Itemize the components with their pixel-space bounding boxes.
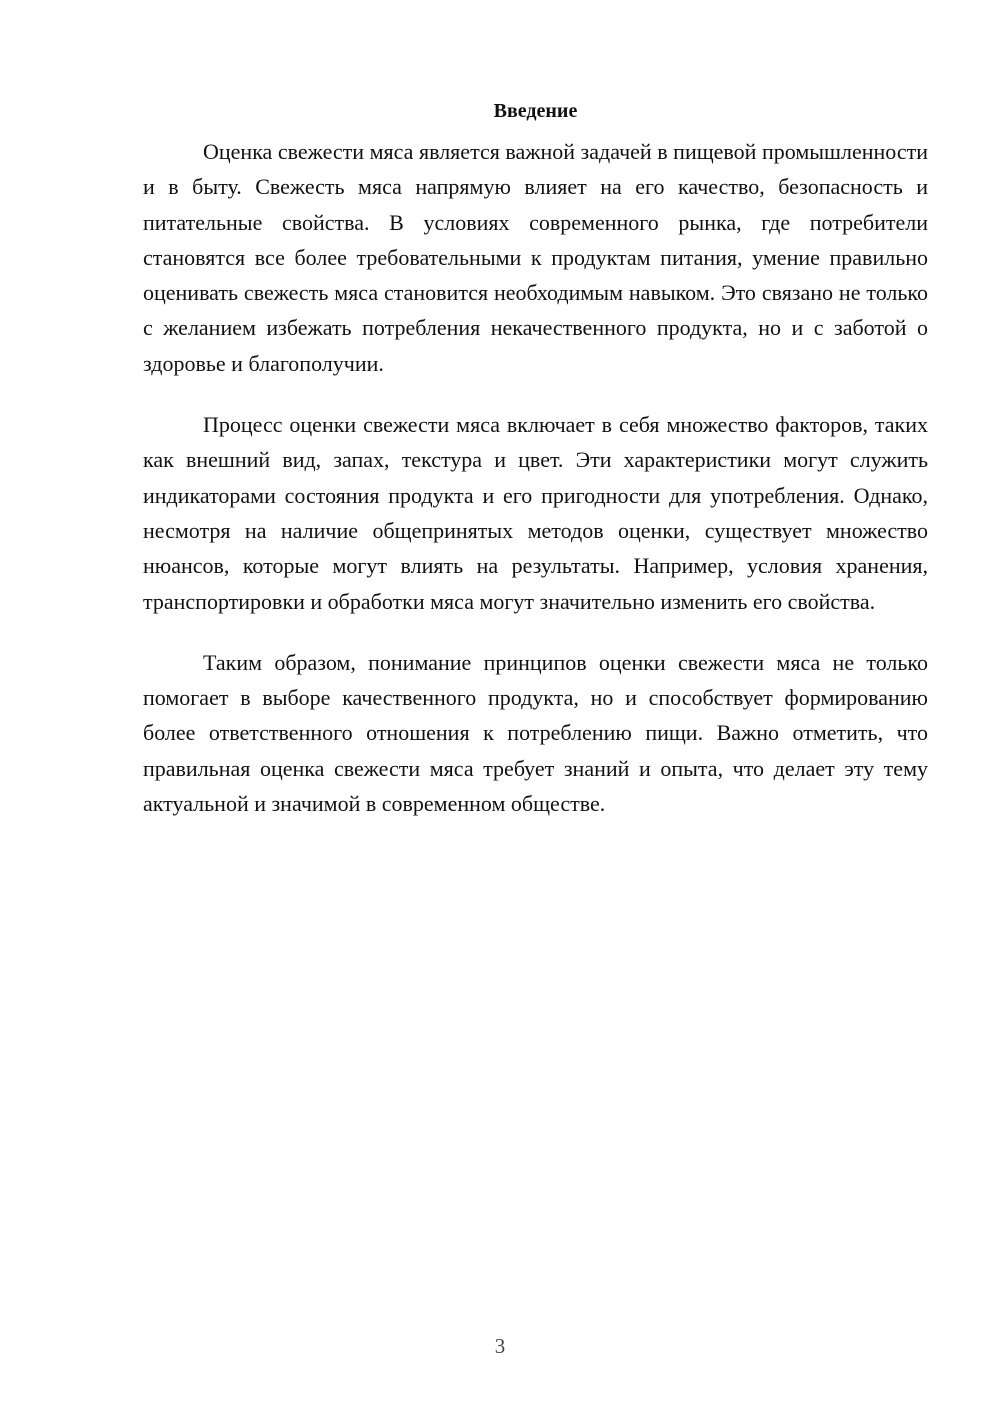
page-number: 3 [494, 1334, 506, 1358]
paragraph-2: Процесс оценки свежести мяса включает в себя множество факторов, таких как внешний вид, запах, текстура и цвет. Эти характеристики могут служить индикаторами состояния продукта и его пригодности для употребления. Однако, несмотря на наличие общепринятых методов оценки, существует множество нюансов, которые могут влиять на результаты. Например, условия хранения, транспортировки и обработки мяса могут значительно изменить его свойства. [143, 412, 928, 614]
paragraph-3: Таким образом, понимание принципов оценки свежести мяса не только помогает в выборе качественного продукта, но и способствует формированию более ответственного отношения к потреблению пищи. Важно отметить, что правильная оценка свежести мяса требует знаний и опыта, что делает эту тему актуальной и значимой в современном обществе. [143, 649, 928, 817]
paragraph-1: Оценка свежести мяса является важной задачей в пищевой промышленности и в быту. Свежесть мяса напрямую влияет на его качество, безопасность и питательные свойства. В условиях современного рынка, где потребители становятся все более требовательными к продуктам питания, умение правильно оценивать свежесть мяса становится необходимым навыком. Это связано не только с желанием избежать потребления некачественного продукта, но и с заботой о здоровье и благополучии. [143, 139, 928, 376]
section-heading: Введение [493, 100, 578, 122]
page-content [143, 96, 928, 821]
